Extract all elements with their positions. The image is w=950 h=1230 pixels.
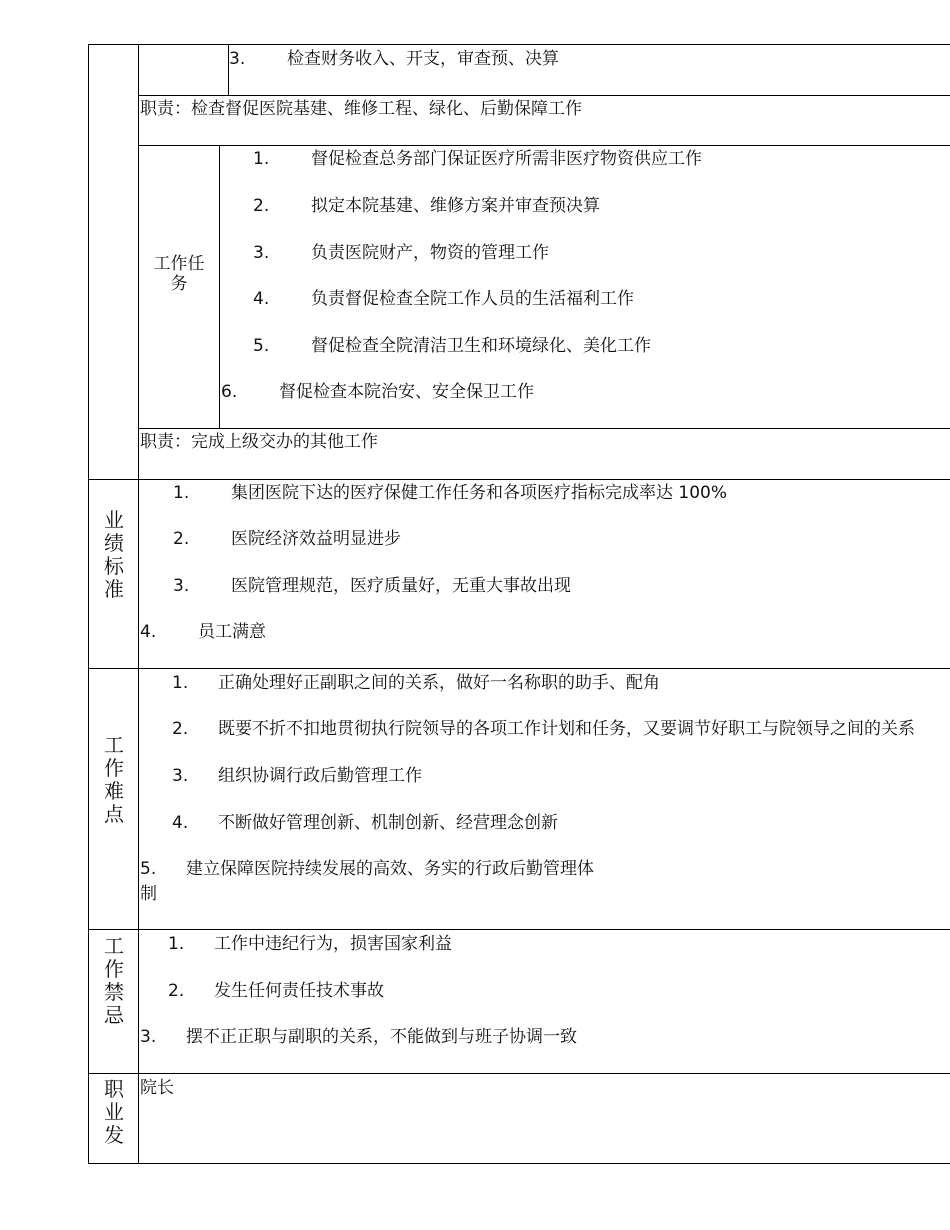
difficulties-label: 工 作 难 点 <box>104 733 124 826</box>
duty-logistics-text: 职责：检查督促医院基建、维修工程、绿化、后勤保障工作 <box>140 99 582 119</box>
career-label: 职 业 发 <box>104 1077 124 1147</box>
row-divider <box>138 428 950 429</box>
list-item-continuation: 制 <box>140 884 157 904</box>
table-bottom-border <box>88 1163 950 1164</box>
task-label: 工作任 务 <box>153 254 205 294</box>
section-divider <box>88 668 950 669</box>
section-divider <box>88 479 950 480</box>
task-label-border <box>219 145 220 429</box>
job-description-page: 3. 检查财务收入、开支，审查预、决算 职责：检查督促医院基建、维修工程、绿化、后勤保障工作 工作任 务 1. 督促检查总务部门保证医疗所需非医疗物资供应工作 2. 拟定本院基建、维修方案并审查预决算 3. 负责医院财产，物资的管理工作 4. 负责督促检查全院工作人员的生活福利工作 5. 督促检查全院清洁卫生和环境绿化、美化工作 6. 督促检查本院治安、安全保卫工作 职责：完成上级交办的其他工作 业 绩 标 准 1. 集团医院下达的医疗保健工作任务和各项医疗指标完成率达 100% 2. 医院经济效益明显进步 3. 医院管理规范，医疗质量好，无重大事故出现 4. 员工满意 工 作 难 点 1. 正确处理好正副职之间的关系，做好一名称职的助手、配角 2. 既要不折不扣地贯彻执行院领导的各项工作计划和任务，又要调节好职工与院领导之间的关系 3. 组织协调行政后勤管理工作 4. 不断做好管理创新、机制创新、经营理念创新 5. 建立保障医院持续发展的高效、务实的行政后勤管理体 制 工 作 禁 忌 1. 工作中违纪行为，损害国家利益 2. 发生任何责任技术事故 3. 摆不正正职与副职的关系，不能做到与班子协调一致 职 业 发 院长 <box>0 0 950 1230</box>
row-divider <box>138 95 950 96</box>
duty-other-text: 职责：完成上级交办的其他工作 <box>140 432 378 452</box>
section-divider <box>88 1073 950 1074</box>
table-top-border <box>88 44 950 45</box>
prohibitions-label: 工 作 禁 忌 <box>104 934 124 1027</box>
performance-label: 业 绩 标 准 <box>104 508 124 601</box>
row-divider <box>138 145 950 146</box>
career-value: 院长 <box>140 1078 174 1098</box>
section-divider <box>88 929 950 930</box>
list-item: 2. 既要不折不扣地贯彻执行院领导的各项工作计划和任务，又要调节好职工与院领导之间的关系 <box>172 719 915 739</box>
